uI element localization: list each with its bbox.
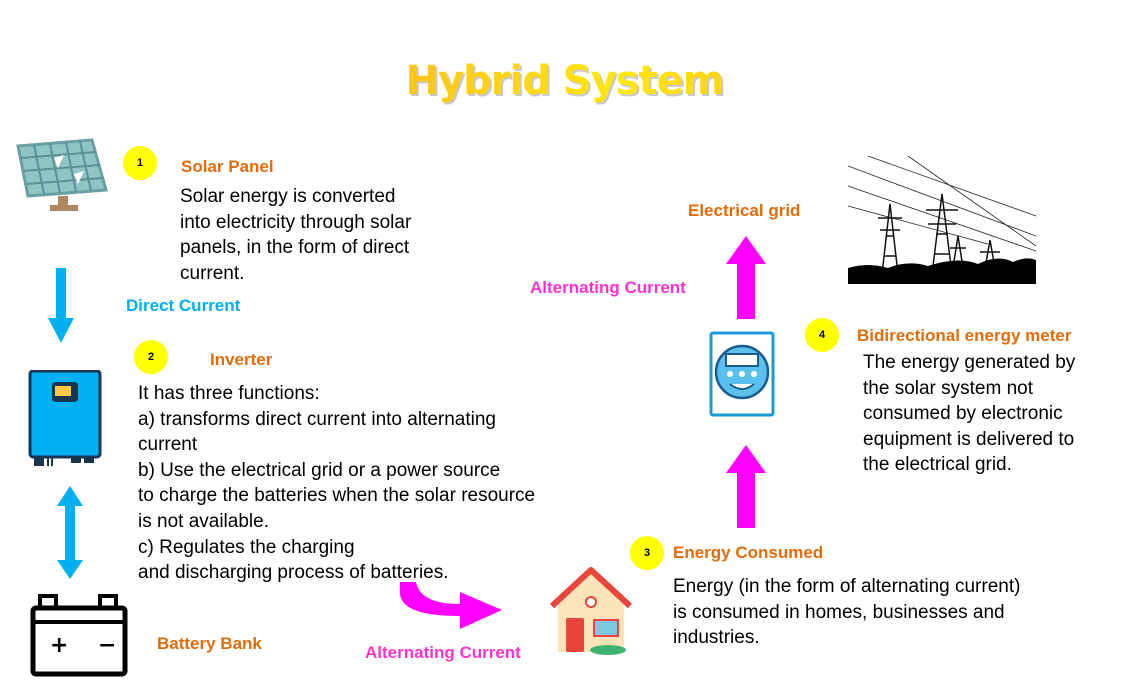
double-arrow-icon (56, 486, 84, 580)
electrical-grid-label: Electrical grid (688, 201, 801, 220)
step-4-badge: 4 (805, 318, 839, 352)
energy-meter-icon (708, 330, 776, 418)
battery-bank-label: Battery Bank (157, 634, 262, 653)
arrow-up-icon (725, 236, 767, 320)
house-icon (548, 566, 634, 658)
direct-current-label: Direct Current (126, 296, 241, 315)
svg-text:+: + (50, 633, 69, 658)
step-2-badge: 2 (134, 340, 168, 374)
alternating-current-bottom-label: Alternating Current (365, 643, 521, 662)
step-1-badge: 1 (123, 146, 157, 180)
inverter-label: Inverter (210, 350, 273, 369)
title: Hybrid System (0, 58, 1129, 104)
solar-panel-icon (14, 138, 109, 214)
solar-panel-description: Solar energy is converted into electricity through solar panels, in the form of direct current. (180, 186, 412, 284)
curved-arrow-icon (390, 580, 510, 640)
solar-panel-label: Solar Panel (181, 157, 274, 176)
inverter-description: It has three functions: a) transforms direct current into alternating current b) Use the electrical grid or a power source to charge the batteries when the solar resource is not available. c) Regulates the charging and discharging process of batteries. (138, 383, 536, 584)
power-grid-towers-icon (848, 156, 1036, 284)
bidirectional-meter-label: Bidirectional energy meter (857, 326, 1072, 345)
inverter-icon (28, 370, 104, 468)
energy-consumed-label: Energy Consumed (673, 543, 824, 562)
arrow-down-icon (46, 268, 76, 344)
alternating-current-top-label: Alternating Current (530, 278, 686, 297)
energy-consumed-description: Energy (in the form of alternating current) is consumed in homes, businesses and industries. (673, 576, 1021, 649)
bidirectional-meter-description: The energy generated by the solar system not consumed by electronic equipment is delivered to the electrical grid. (863, 352, 1076, 476)
battery-icon (30, 592, 128, 678)
svg-text:−: − (98, 633, 117, 658)
step-3-badge: 3 (630, 536, 664, 570)
arrow-up-icon (725, 445, 767, 529)
